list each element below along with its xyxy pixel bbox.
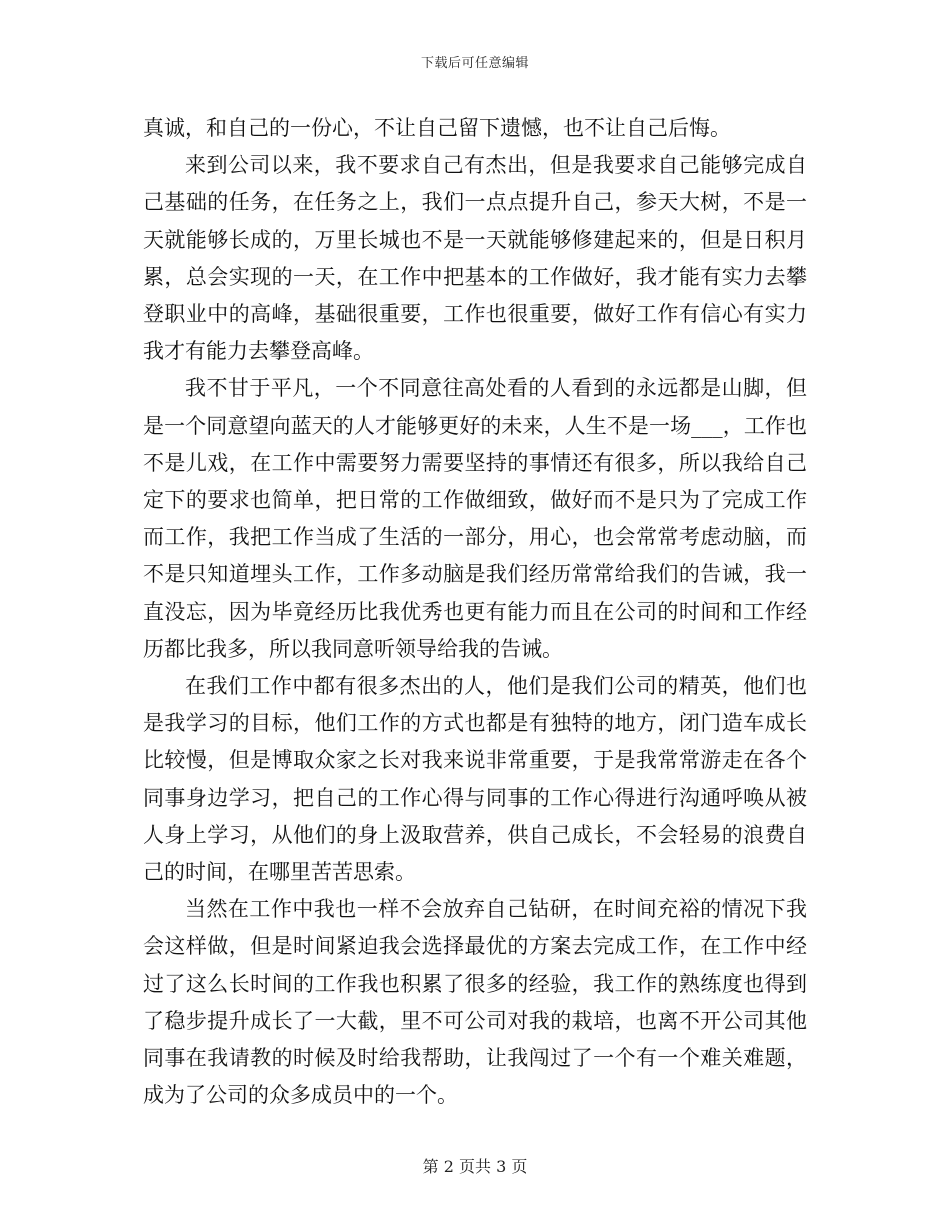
paragraph-5: 当然在工作中我也一样不会放弃自己钻研，在时间充裕的情况下我会这样做，但是时间紧迫我会选择最优的方案去完成工作，在工作中经过了这么长时间的工作我也积累了很多的经验，我工作的熟练度也得到了稳步提升成长了一大截，里不可公司对我的栽培，也离不开公司其他同事在我请教的时候及时给我帮助，让我闯过了一个有一个难关难题，成为了公司的众多成员中的一个。 — [143, 897, 807, 1108]
paragraph-1: 真诚，和自己的一份心，不让自己留下遗憾，也不让自己后悔。 — [143, 116, 731, 140]
paragraph-3: 我不甘于平凡，一个不同意往高处看的人看到的永远都是山脚，但是一个同意望向蓝天的人才能够更好的未来，人生不是一场___，工作也不是儿戏，在工作中需要努力需要坚持的事情还有很多，所以我给自己定下的要求也简单，把日常的工作做细致，做好而不是只为了完成工作而工作，我把工作当成了生活的一部分，用心，也会常常考虑动脑，而不是只知道埋头工作，工作多动脑是我们经历常常给我们的告诫，我一直没忘，因为毕竟经历比我优秀也更有能力而且在公司的时间和工作经历都比我多，所以我同意听领导给我的告诫。 — [143, 376, 807, 661]
document-body — [143, 110, 807, 1114]
page-number-footer: 第 2 页共 3 页 — [422, 1157, 528, 1176]
paragraph-4: 在我们工作中都有很多杰出的人，他们是我们公司的精英，他们也是我学习的目标，他们工作的方式也都是有独特的地方，闭门造车成长比较慢，但是博取众家之长对我来说非常重要，于是我常常游走在各个同事身边学习，把自己的工作心得与同事的工作心得进行沟通呼唤从被人身上学习，从他们的身上汲取营养，供自己成长，不会轻易的浪费自己的时间，在哪里苦苦思索。 — [143, 674, 807, 885]
page-header: 下载后可任意编辑 — [420, 56, 529, 71]
paragraph-2: 来到公司以来，我不要求自己有杰出，但是我要求自己能够完成自己基础的任务，在任务之上，我们一点点提升自己，参天大树，不是一天就能够长成的，万里长城也不是一天就能够修建起来的，但是日积月累，总会实现的一天，在工作中把基本的工作做好，我才能有实力去攀登职业中的高峰，基础很重要，工作也很重要，做好工作有信心有实力我才有能力去攀登高峰。 — [143, 153, 807, 364]
